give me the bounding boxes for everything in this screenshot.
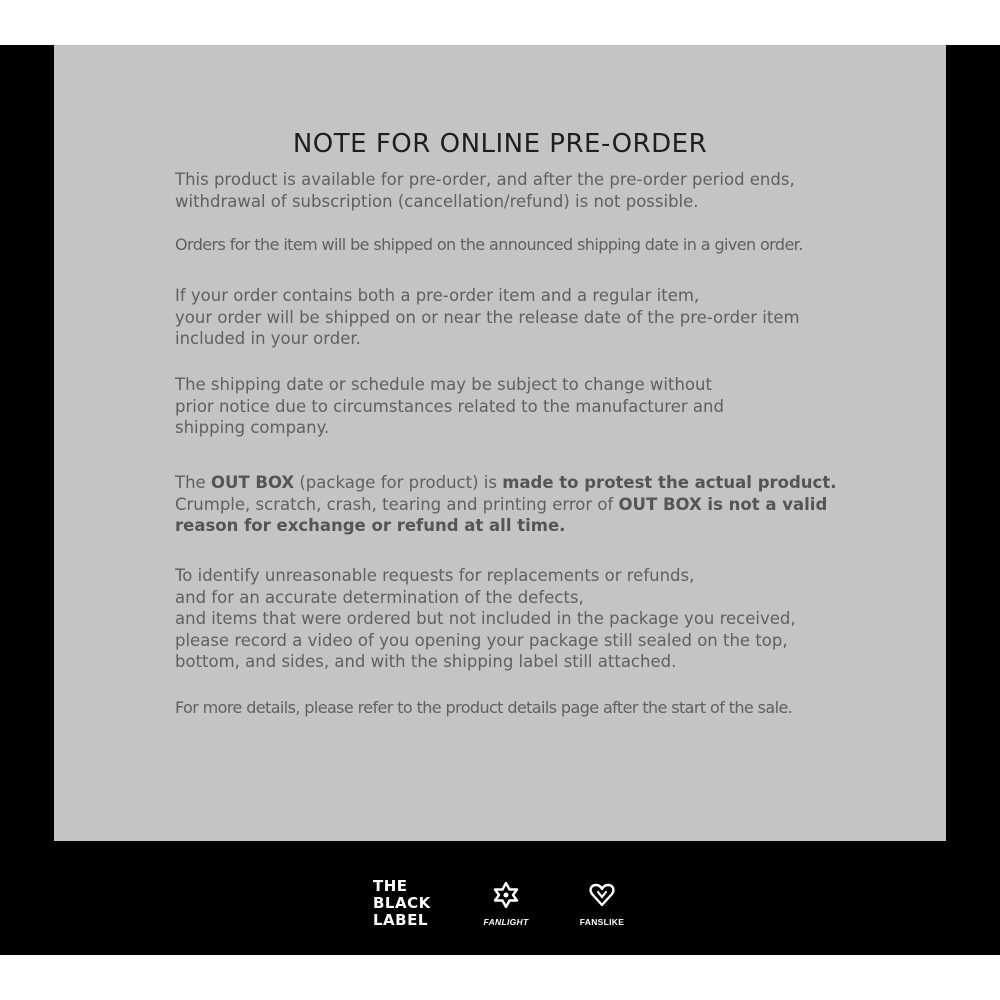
paragraph-line: please record a video of you opening your package still sealed on the top, <box>175 630 788 650</box>
paragraph-line: shipping company. <box>175 418 330 437</box>
fanlight-star-icon <box>492 882 520 908</box>
paragraph-line <box>175 472 875 494</box>
paragraph-line: and items that were ordered but not included in the package you received, <box>175 609 796 628</box>
schedule-change-paragraph <box>175 374 875 439</box>
bold-text-run: OUT BOX <box>210 473 295 492</box>
fanslike-logo <box>574 882 630 927</box>
fanslike-heart-icon <box>589 882 615 908</box>
text-run: Crumple, scratch, crash, tearing and printing error of <box>175 494 619 514</box>
bold-text-run: made to protest the actual product. <box>502 473 837 492</box>
unboxing-video-paragraph <box>175 565 875 673</box>
paragraph-line: To identify unreasonable requests for replacements or refunds, <box>175 566 695 585</box>
paragraph-line: This product is available for pre-order, and after the pre-order period ends, <box>175 170 795 189</box>
shipping-order-paragraph <box>175 234 875 256</box>
preorder-cancellation-paragraph <box>175 169 875 212</box>
paragraph-line: bottom, and sides, and with the shipping label still attached. <box>175 652 677 671</box>
paragraph-line: included in your order. <box>175 329 361 348</box>
text-run: The <box>175 473 211 492</box>
bold-text-run: reason for exchange or refund at all time. <box>175 516 566 535</box>
fanlight-caption: FANLIGHT <box>483 917 529 927</box>
logo-text: THE <box>373 877 408 895</box>
paragraph-line: Orders for the item will be shipped on the announced shipping date in a given order. <box>175 235 803 254</box>
out-box-paragraph <box>175 472 875 537</box>
brand-logos <box>360 870 640 940</box>
logo-text: BLACK <box>373 894 431 912</box>
paragraph-line: If your order contains both a pre-order item and a regular item, <box>175 286 700 305</box>
text-run: (package for product) is <box>294 473 503 492</box>
paragraph-line: The shipping date or schedule may be subject to change without <box>175 375 712 394</box>
paragraph-line: and for an accurate determination of the defects, <box>175 587 584 607</box>
notice-panel <box>54 45 946 841</box>
notice-title: NOTE FOR ONLINE PRE-ORDER <box>292 129 708 159</box>
paragraph-line: your order will be shipped on or near the release date of the pre-order item <box>175 307 800 327</box>
the-black-label-logo <box>373 878 431 929</box>
paragraph-line: withdrawal of subscription (cancellation/refund) is not possible. <box>175 191 699 211</box>
bold-text-run: OUT BOX is not a valid <box>618 494 828 514</box>
paragraph-line <box>175 494 875 516</box>
fanlight-logo <box>474 882 538 927</box>
paragraph-line <box>175 515 875 537</box>
more-details-paragraph <box>175 697 875 719</box>
mixed-order-paragraph <box>175 285 875 350</box>
paragraph-line: prior notice due to circumstances related to the manufacturer and <box>175 396 724 416</box>
paragraph-line: For more details, please refer to the product details page after the start of the sale. <box>175 698 793 717</box>
logo-text: LABEL <box>373 911 428 929</box>
fanslike-caption: FANSLIKE <box>579 917 625 927</box>
